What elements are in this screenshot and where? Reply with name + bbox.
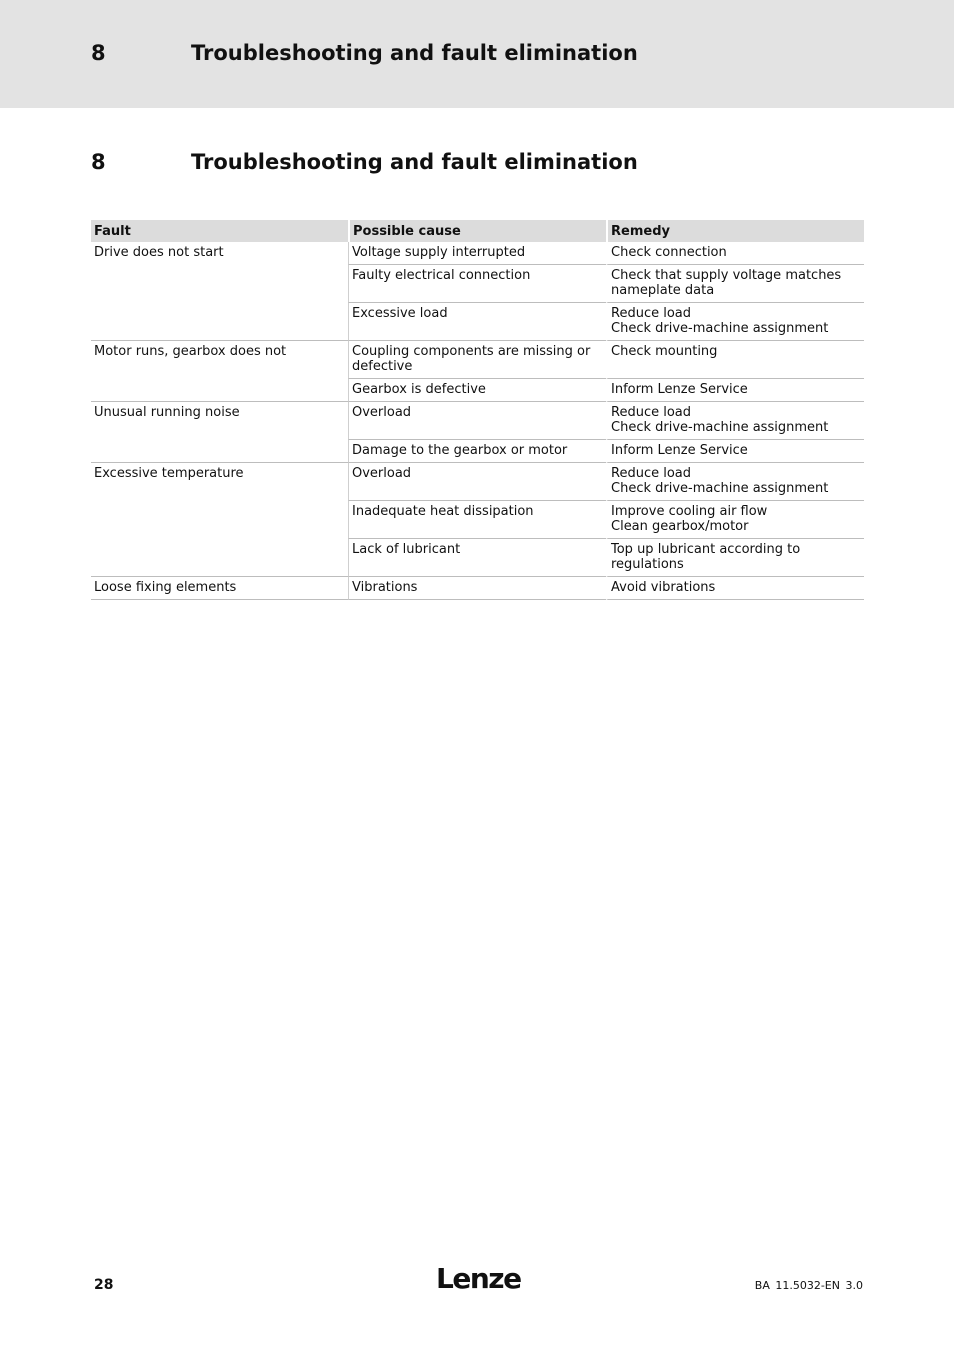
- document-code: BA 11.5032-EN: [754, 1279, 840, 1292]
- section-title: Troubleshooting and fault elimination: [191, 150, 638, 174]
- fault-cell: Unusual running noise: [91, 402, 348, 463]
- remedy-line: Reduce load: [611, 466, 691, 481]
- document-version: 3.0: [845, 1279, 863, 1292]
- table-row: [91, 402, 864, 440]
- remedy-cell: [606, 440, 864, 463]
- remedy-line: Top up lubricant according to regulations: [611, 542, 801, 572]
- header-title: Troubleshooting and fault elimination: [191, 41, 638, 65]
- cause-cell: Excessive load: [348, 303, 606, 341]
- remedy-cell: [606, 501, 864, 539]
- lenze-logo: Lenze: [436, 1262, 521, 1295]
- table-row: [91, 242, 864, 265]
- remedy-line: Improve cooling air flow: [611, 504, 768, 519]
- cause-cell: Overload: [348, 402, 606, 440]
- fault-cell: Excessive temperature: [91, 463, 348, 577]
- column-header-fault: Fault: [91, 220, 348, 242]
- remedy-line: Reduce load: [611, 306, 691, 321]
- section-number: 8: [91, 150, 106, 174]
- remedy-line: Check drive-machine assignment: [611, 420, 829, 435]
- section-heading: [91, 150, 638, 174]
- cause-cell: Vibrations: [348, 577, 606, 600]
- fault-cell: Motor runs, gearbox does not: [91, 341, 348, 402]
- fault-cell: Drive does not start: [91, 242, 348, 341]
- remedy-line: Check drive-machine assignment: [611, 481, 829, 496]
- remedy-line: Check connection: [611, 245, 727, 260]
- troubleshooting-table: [91, 220, 864, 600]
- column-header-possible-cause: Possible cause: [348, 220, 606, 242]
- cause-cell: Overload: [348, 463, 606, 501]
- column-header-remedy: Remedy: [606, 220, 864, 242]
- cause-cell: Faulty electrical connection: [348, 265, 606, 303]
- running-header: [91, 41, 638, 65]
- cause-cell: Gearbox is defective: [348, 379, 606, 402]
- remedy-cell: [606, 577, 864, 600]
- table-row: [91, 341, 864, 379]
- cause-cell: Lack of lubricant: [348, 539, 606, 577]
- table-body: [91, 242, 864, 600]
- remedy-cell: [606, 341, 864, 379]
- remedy-cell: [606, 303, 864, 341]
- remedy-line: Inform Lenze Service: [611, 443, 748, 458]
- fault-cell: Loose fixing elements: [91, 577, 348, 600]
- page-number: 28: [94, 1277, 114, 1293]
- header-chapter-number: 8: [91, 41, 106, 65]
- remedy-line: Check that supply voltage matches nameplate data: [611, 268, 842, 298]
- remedy-cell: [606, 265, 864, 303]
- remedy-line: Check mounting: [611, 344, 718, 359]
- cause-cell: Damage to the gearbox or motor: [348, 440, 606, 463]
- remedy-line: Clean gearbox/motor: [611, 519, 749, 534]
- cause-cell: Voltage supply interrupted: [348, 242, 606, 265]
- remedy-line: Avoid vibrations: [611, 580, 716, 595]
- remedy-line: Inform Lenze Service: [611, 382, 748, 397]
- remedy-line: Check drive-machine assignment: [611, 321, 829, 336]
- remedy-cell: [606, 539, 864, 577]
- remedy-cell: [606, 242, 864, 265]
- remedy-line: Reduce load: [611, 405, 691, 420]
- remedy-cell: [606, 463, 864, 501]
- table-row: [91, 577, 864, 600]
- table-row: [91, 463, 864, 501]
- remedy-cell: [606, 402, 864, 440]
- cause-cell: Coupling components are missing or defective: [348, 341, 606, 379]
- remedy-cell: [606, 379, 864, 402]
- document-reference: [755, 1279, 863, 1292]
- table-header-row: [91, 220, 864, 242]
- cause-cell: Inadequate heat dissipation: [348, 501, 606, 539]
